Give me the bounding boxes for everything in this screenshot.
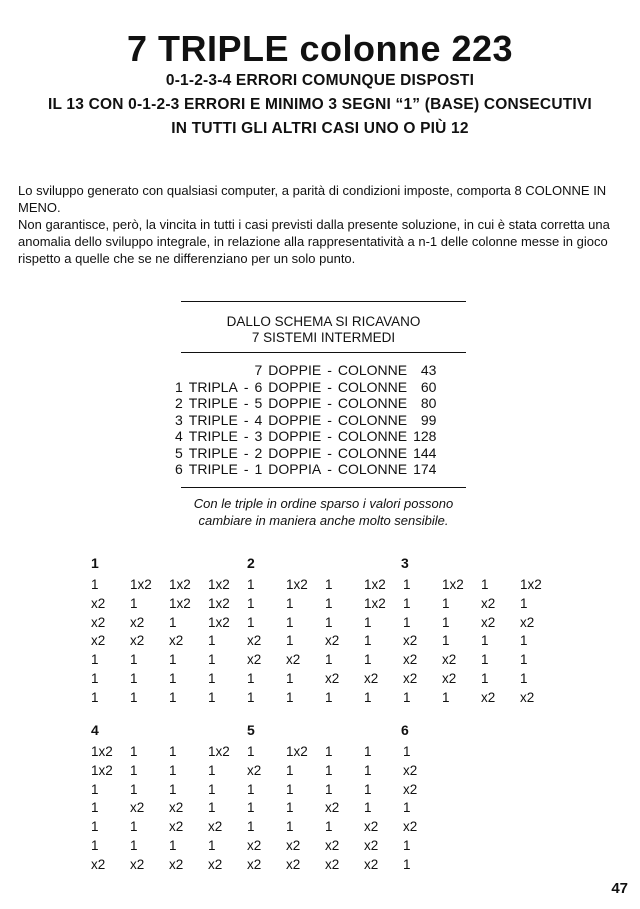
grid-cell: 1 (130, 762, 138, 778)
separator: - (243, 411, 249, 428)
system-row (172, 379, 439, 396)
grid-cell: 1 (286, 819, 294, 835)
grid-heading-2: 2 (247, 555, 255, 571)
grid-cell: 1x2 (169, 577, 191, 592)
grid-row (91, 576, 559, 595)
system-row (172, 461, 439, 478)
triple-word: TRIPLE (188, 411, 238, 428)
system-row (172, 428, 439, 445)
grid-row (91, 818, 442, 837)
double-count: 3 (254, 428, 263, 444)
triple-word: TRIPLE (188, 444, 238, 461)
grid-cell: 1 (403, 800, 411, 816)
double-count: 6 (254, 378, 263, 395)
columns-word: COLONNE (337, 378, 408, 395)
grid-cell: 1 (247, 614, 255, 630)
grid-cell: x2 (169, 800, 184, 816)
grid-cell: 1 (169, 614, 177, 630)
grid-cell: 1 (130, 744, 138, 759)
separator: - (327, 461, 332, 477)
columns-grid-1-3 (91, 576, 559, 708)
separator: - (243, 395, 249, 411)
double-count: 4 (254, 411, 263, 428)
grid-cell: 1 (520, 652, 528, 668)
double-count: 2 (254, 444, 263, 461)
grid-cell: x2 (247, 762, 262, 778)
grid-cell: 1 (208, 652, 216, 668)
grid-cell: 1 (247, 577, 255, 592)
separator: - (243, 428, 249, 444)
grid-cell: 1 (208, 800, 216, 816)
grid-row (91, 632, 559, 651)
grid-cell: x2 (325, 837, 340, 853)
grid-cell: 1 (169, 837, 177, 853)
grid-cell: x2 (325, 670, 340, 686)
triple-word (186, 362, 241, 379)
grid-cell: x2 (130, 800, 145, 816)
grid-cell: 1 (91, 837, 99, 853)
scheme-note (181, 496, 466, 529)
grid-row (91, 762, 442, 781)
columns-grid-4-6 (91, 743, 442, 875)
triple-count: 5 (175, 444, 183, 461)
grid-cell: 1 (130, 595, 138, 611)
grid-cell: 1 (325, 652, 333, 668)
columns-word: COLONNE (337, 428, 408, 444)
grid-cell: 1 (364, 689, 372, 705)
grid-cell: 1x2 (208, 595, 230, 611)
columns-count: 144 (413, 444, 437, 461)
grid-cell: 1 (208, 762, 216, 778)
grid-cell: 1 (403, 577, 411, 592)
grid-cell: x2 (208, 819, 223, 835)
grid-cell: 1 (286, 614, 294, 630)
columns-count: 80 (420, 395, 437, 411)
grid-cell: 1 (481, 652, 489, 668)
grid-cell: 1 (364, 800, 372, 816)
separator: - (327, 362, 332, 378)
grid-cell: 1 (520, 595, 528, 611)
grid-cell: 1x2 (286, 744, 308, 759)
grid-cell: 1x2 (364, 595, 386, 611)
columns-count: 128 (413, 428, 437, 444)
grid-cell: 1 (169, 670, 177, 686)
grid-cell: x2 (403, 819, 418, 835)
grid-cell: x2 (91, 856, 106, 872)
scheme-note-line-2: cambiare in maniera anche molto sensibile. (198, 512, 449, 528)
double-word: DOPPIE (268, 411, 322, 428)
grid-cell: 1x2 (208, 744, 230, 759)
grid-cell: 1 (403, 744, 411, 759)
grid-cell: 1 (364, 652, 372, 668)
grid-cell: 1 (364, 744, 372, 759)
scheme-mid-rule (181, 352, 466, 353)
grid-cell: 1 (169, 652, 177, 668)
grid-cell: x2 (208, 856, 223, 872)
page-title: 7 TRIPLE colonne 223 (126, 28, 514, 69)
grid-cell: 1 (442, 633, 450, 649)
grid-heading-6: 6 (401, 722, 409, 738)
grid-cell: 1 (325, 595, 333, 611)
grid-cell: 1 (325, 614, 333, 630)
grid-cell: 1 (130, 652, 138, 668)
scheme-heading-line-1: DALLO SCHEMA SI RICAVANO (226, 314, 421, 329)
grid-cell: x2 (169, 633, 184, 649)
grid-cell: 1 (364, 614, 372, 630)
separator: - (243, 378, 249, 395)
grid-cell: 1 (481, 577, 489, 592)
grid-cell: 1 (286, 633, 294, 649)
separator: - (327, 444, 332, 461)
grid-cell: x2 (130, 633, 145, 649)
grid-cell: x2 (286, 652, 301, 668)
grid-cell: x2 (130, 856, 145, 872)
columns-count: 99 (420, 411, 437, 428)
grid-row (91, 743, 442, 762)
grid-row (91, 837, 442, 856)
grid-cell: 1 (91, 577, 99, 592)
grid-cell: 1x2 (91, 762, 113, 778)
double-count: 7 (254, 362, 263, 378)
grid-cell: x2 (403, 781, 418, 797)
grid-cell: 1x2 (520, 577, 542, 592)
grid-cell: 1 (91, 689, 99, 705)
grid-row (91, 781, 442, 800)
grid-cell: 1 (130, 837, 138, 853)
grid-cell: 1 (403, 837, 411, 853)
grid-cell: 1 (325, 689, 333, 705)
grid-cell: 1 (442, 689, 450, 705)
grid-row (91, 689, 559, 708)
columns-count: 174 (413, 461, 437, 477)
grid-cell: x2 (364, 837, 379, 853)
grid-cell: 1 (286, 762, 294, 778)
grid-cell: 1 (286, 595, 294, 611)
grid-cell: 1 (286, 781, 294, 797)
grid-cell: 1 (247, 689, 255, 705)
columns-word: COLONNE (337, 461, 408, 477)
grid-cell: 1 (91, 781, 99, 797)
triple-count: 6 (175, 461, 183, 477)
grid-cell: 1 (169, 781, 177, 797)
scheme-heading-line-2: 7 SISTEMI INTERMEDI (251, 330, 396, 345)
grid-row (91, 595, 559, 614)
grid-cell: x2 (403, 633, 418, 649)
columns-count: 60 (420, 378, 437, 395)
grid-cell: 1 (403, 689, 411, 705)
grid-cell: 1 (208, 689, 216, 705)
system-row (172, 445, 439, 462)
scheme-bottom-rule (181, 487, 466, 488)
grid-cell: 1 (286, 689, 294, 705)
grid-cell: x2 (325, 633, 340, 649)
separator: - (243, 461, 249, 477)
double-word: DOPPIA (268, 461, 322, 477)
double-word: DOPPIE (268, 378, 322, 395)
grid-cell: 1 (91, 670, 99, 686)
grid-row (91, 651, 559, 670)
grid-cell: x2 (247, 837, 262, 853)
grid-cell: 1 (91, 819, 99, 835)
columns-word: COLONNE (337, 395, 408, 411)
grid-cell: x2 (247, 856, 262, 872)
grid-cell: 1 (169, 689, 177, 705)
grid-cell: 1 (481, 633, 489, 649)
grid-cell: x2 (442, 670, 457, 686)
triple-count: 2 (175, 395, 183, 411)
grid-cell: 1 (247, 819, 255, 835)
grid-cell: 1 (247, 800, 255, 816)
triple-word: TRIPLE (188, 428, 238, 444)
intro-text (18, 182, 626, 267)
double-word: DOPPIE (268, 362, 322, 378)
grid-cell: 1 (130, 689, 138, 705)
grid-cell: 1x2 (208, 577, 230, 592)
grid-cell: 1x2 (91, 744, 113, 759)
grid-heading-4: 4 (91, 722, 99, 738)
grid-cell: x2 (91, 595, 106, 611)
triple-word: TRIPLA (188, 378, 238, 395)
grid-cell: 1 (403, 614, 411, 630)
grid-cell: 1 (169, 744, 177, 759)
intro-paragraph-1: Lo sviluppo generato con qualsiasi computer, a parità di condizioni imposte, comporta 8 COLONNE IN MENO. (18, 183, 607, 215)
grid-row (91, 856, 442, 875)
grid-cell: 1 (325, 781, 333, 797)
grid-cell: 1 (364, 781, 372, 797)
scheme-top-rule (181, 301, 466, 302)
grid-cell: 1 (442, 614, 450, 630)
grid-cell: x2 (481, 595, 496, 611)
grid-cell: 1 (286, 670, 294, 686)
double-word: DOPPIE (268, 444, 322, 461)
grid-cell: 1 (403, 595, 411, 611)
grid-cell: 1x2 (364, 577, 386, 592)
grid-cell: x2 (403, 670, 418, 686)
grid-cell: 1 (130, 819, 138, 835)
subtitle-errors: 0-1-2-3-4 ERRORI COMUNQUE DISPOSTI (165, 72, 475, 89)
separator: - (243, 444, 249, 461)
grid-cell: x2 (364, 856, 379, 872)
grid-cell: x2 (481, 689, 496, 705)
intro-paragraph-2: Non garantisce, però, la vincita in tutti i casi previsti dalla presente soluzione, in cui è stata corretta una anomalia dello sviluppo integrale, in relazione alla rappresentatività a n-1 delle colonne messe in gioco rispetto a quelle che se ne differenziano per un solo punto. (18, 217, 610, 266)
grid-cell: 1 (325, 577, 333, 592)
columns-word: COLONNE (337, 411, 408, 428)
grid-cell: x2 (520, 689, 535, 705)
grid-cell: x2 (325, 800, 340, 816)
grid-cell: x2 (481, 614, 496, 630)
grid-cell: 1 (364, 633, 372, 649)
grid-cell: x2 (286, 837, 301, 853)
grid-cell: 1 (520, 633, 528, 649)
grid-cell: x2 (520, 614, 535, 630)
grid-cell: x2 (364, 819, 379, 835)
grid-cell: x2 (403, 762, 418, 778)
subtitle-other-cases: IN TUTTI GLI ALTRI CASI UNO O PIÙ 12 (171, 120, 469, 137)
grid-cell: 1 (481, 670, 489, 686)
grid-cell: 1 (442, 595, 450, 611)
columns-count: 43 (420, 362, 437, 378)
grid-cell: x2 (169, 819, 184, 835)
grid-cell: x2 (130, 614, 145, 630)
grid-cell: 1 (325, 744, 333, 759)
grid-cell: x2 (91, 614, 106, 630)
triple-word: TRIPLE (188, 461, 238, 477)
grid-row (91, 670, 559, 689)
system-row (172, 395, 439, 412)
grid-cell: 1x2 (130, 577, 152, 592)
double-count: 1 (254, 461, 263, 477)
grid-cell: 1 (208, 633, 216, 649)
grid-cell: 1 (91, 800, 99, 816)
grid-cell: 1 (169, 762, 177, 778)
grid-cell: 1 (208, 781, 216, 797)
grid-cell: x2 (325, 856, 340, 872)
double-count: 5 (254, 395, 263, 411)
double-word: DOPPIE (268, 395, 322, 411)
grid-cell: 1 (91, 652, 99, 668)
grid-cell: x2 (403, 652, 418, 668)
grid-cell: 1 (247, 595, 255, 611)
triple-count: 4 (175, 428, 183, 444)
grid-cell: 1 (247, 670, 255, 686)
grid-cell: x2 (442, 652, 457, 668)
grid-row (91, 799, 442, 818)
separator: - (327, 411, 332, 428)
columns-word: COLONNE (337, 444, 408, 461)
grid-heading-5: 5 (247, 722, 255, 738)
grid-heading-1: 1 (91, 555, 99, 571)
triple-count (172, 362, 186, 379)
separator: - (327, 395, 332, 411)
grid-cell: 1 (364, 762, 372, 778)
separator (241, 362, 252, 379)
system-row (172, 412, 439, 429)
scheme-note-line-1: Con le triple in ordine sparso i valori possono (193, 496, 454, 511)
grid-cell: 1x2 (442, 577, 464, 592)
grid-cell: 1 (208, 837, 216, 853)
grid-cell: x2 (364, 670, 379, 686)
grid-row (91, 614, 559, 633)
grid-cell: 1 (247, 744, 255, 759)
triple-count: 3 (175, 411, 183, 428)
grid-cell: x2 (169, 856, 184, 872)
grid-cell: x2 (91, 633, 106, 649)
grid-heading-3: 3 (401, 555, 409, 571)
system-row (172, 362, 439, 379)
grid-cell: 1 (520, 670, 528, 686)
grid-cell: x2 (286, 856, 301, 872)
grid-cell: 1x2 (286, 577, 308, 592)
grid-cell: x2 (247, 633, 262, 649)
triple-word: TRIPLE (188, 395, 238, 411)
grid-cell: 1 (286, 800, 294, 816)
subtitle-thirteen: IL 13 CON 0-1-2-3 ERRORI E MINIMO 3 SEGNI “1” (BASE) CONSECUTIVI (48, 96, 592, 113)
grid-cell: 1 (247, 781, 255, 797)
grid-cell: x2 (247, 652, 262, 668)
grid-cell: 1 (325, 762, 333, 778)
grid-cell: 1x2 (169, 595, 191, 611)
grid-cell: 1 (403, 856, 411, 872)
grid-cell: 1x2 (208, 614, 230, 630)
grid-cell: 1 (208, 670, 216, 686)
separator: - (327, 378, 332, 395)
page-number: 47 (611, 880, 628, 897)
triple-count: 1 (175, 378, 183, 395)
intermediate-systems-table (172, 362, 439, 478)
grid-cell: 1 (130, 781, 138, 797)
separator: - (327, 428, 332, 444)
columns-word: COLONNE (337, 362, 408, 378)
double-word: DOPPIE (268, 428, 322, 444)
grid-cell: 1 (325, 819, 333, 835)
grid-cell: 1 (130, 670, 138, 686)
